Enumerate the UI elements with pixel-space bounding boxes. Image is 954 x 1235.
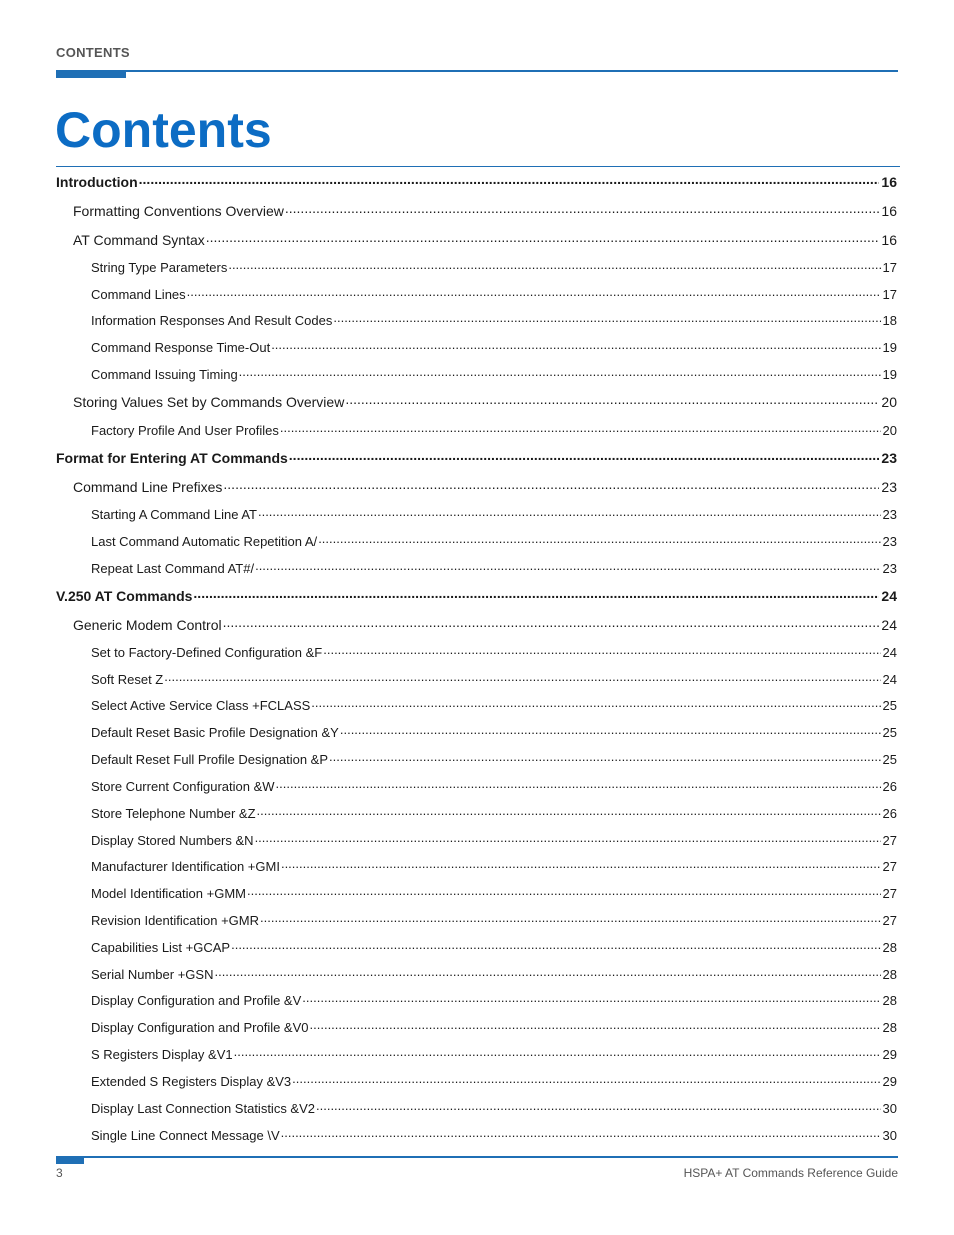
toc-entry[interactable] <box>91 1019 897 1035</box>
dot-leader <box>302 992 880 1005</box>
toc-entry[interactable] <box>91 259 897 275</box>
toc-entry-page-number: 24 <box>881 617 897 633</box>
toc-entry-page-number: 27 <box>882 913 897 928</box>
toc-entry[interactable] <box>73 231 897 248</box>
dot-leader <box>260 912 881 925</box>
toc-entry-label: Default Reset Basic Profile Designation &Y <box>91 725 339 740</box>
toc-entry-label: Store Current Configuration &W <box>91 779 275 794</box>
toc-entry[interactable] <box>91 966 897 982</box>
section-label: CONTENTS <box>56 45 130 60</box>
toc-entry-label: V.250 AT Commands <box>56 588 193 604</box>
toc-entry[interactable] <box>91 339 897 355</box>
toc-entry-page-number: 23 <box>882 507 897 522</box>
title-rule <box>56 166 900 167</box>
toc-entry-page-number: 23 <box>882 561 897 576</box>
toc-entry-label: Storing Values Set by Commands Overview <box>73 394 345 410</box>
toc-entry[interactable] <box>56 587 897 604</box>
toc-entry-page-number: 30 <box>882 1101 897 1116</box>
footer-accent-tab <box>56 1158 84 1164</box>
toc-entry[interactable] <box>91 885 897 901</box>
toc-entry[interactable] <box>91 312 897 328</box>
toc-entry[interactable] <box>56 449 897 466</box>
toc-entry-page-number: 28 <box>882 993 897 1008</box>
toc-entry[interactable] <box>91 1127 897 1143</box>
toc-entry-label: Display Configuration and Profile &V0 <box>91 1020 309 1035</box>
toc-entry-label: Format for Entering AT Commands <box>56 450 288 466</box>
toc-entry-page-number: 19 <box>882 367 897 382</box>
toc-entry[interactable] <box>91 671 897 687</box>
toc-entry-label: Starting A Command Line AT <box>91 507 257 522</box>
toc-entry[interactable] <box>91 992 897 1008</box>
footer-document-title: HSPA+ AT Commands Reference Guide <box>683 1166 898 1180</box>
toc-entry-page-number: 26 <box>882 806 897 821</box>
toc-entry[interactable] <box>91 1046 897 1062</box>
toc-entry-page-number: 20 <box>881 394 897 410</box>
footer-rule <box>56 1156 898 1158</box>
toc-entry-page-number: 19 <box>882 340 897 355</box>
toc-entry-label: String Type Parameters <box>91 260 228 275</box>
dot-leader <box>139 173 880 187</box>
page-title: Contents <box>55 102 272 158</box>
toc-entry[interactable] <box>91 366 897 382</box>
toc-entry-page-number: 23 <box>881 479 897 495</box>
toc-entry-label: Model Identification +GMM <box>91 886 246 901</box>
dot-leader <box>228 259 880 272</box>
dot-leader <box>345 393 879 407</box>
toc-entry-page-number: 25 <box>882 752 897 767</box>
toc-entry-label: Formatting Conventions Overview <box>73 203 284 219</box>
toc-entry-label: Command Line Prefixes <box>73 479 223 495</box>
toc-entry[interactable] <box>91 724 897 740</box>
toc-entry[interactable] <box>73 202 897 219</box>
toc-entry-page-number: 17 <box>882 260 897 275</box>
toc-entry-page-number: 24 <box>882 672 897 687</box>
dot-leader <box>255 560 880 573</box>
toc-entry-label: Capabilities List +GCAP <box>91 940 231 955</box>
toc-entry-page-number: 20 <box>882 423 897 438</box>
toc-entry-label: Display Stored Numbers &N <box>91 833 254 848</box>
toc-entry-page-number: 16 <box>881 203 897 219</box>
toc-entry-label: Repeat Last Command AT#/ <box>91 561 255 576</box>
toc-entry[interactable] <box>91 778 897 794</box>
toc-entry[interactable] <box>73 393 897 410</box>
toc-entry-page-number: 30 <box>882 1128 897 1143</box>
toc-entry-label: Display Configuration and Profile &V <box>91 993 302 1008</box>
toc-entry-label: Select Active Service Class +FCLASS <box>91 698 311 713</box>
footer-page-number: 3 <box>56 1166 63 1180</box>
header-accent-tab <box>56 72 126 78</box>
toc-entry[interactable] <box>91 751 897 767</box>
toc-entry-page-number: 27 <box>882 859 897 874</box>
toc-entry-label: Command Response Time-Out <box>91 340 271 355</box>
dot-leader <box>234 1046 881 1059</box>
toc-entry-label: Default Reset Full Profile Designation &P <box>91 752 329 767</box>
toc-entry[interactable] <box>73 478 897 495</box>
toc-entry-page-number: 28 <box>882 940 897 955</box>
dot-leader <box>329 751 881 764</box>
dot-leader <box>193 587 879 601</box>
toc-entry-label: Manufacturer Identification +GMI <box>91 859 280 874</box>
toc-entry-label: Display Last Connection Statistics &V2 <box>91 1101 315 1116</box>
dot-leader <box>323 644 880 657</box>
dot-leader <box>258 506 881 519</box>
toc-entry-page-number: 17 <box>882 287 897 302</box>
toc-entry-page-number: 23 <box>881 450 897 466</box>
toc-entry-label: Last Command Automatic Repetition A/ <box>91 534 318 549</box>
dot-leader <box>281 1127 881 1140</box>
toc-entry-page-number: 24 <box>882 645 897 660</box>
toc-entry[interactable] <box>91 1100 897 1116</box>
toc-entry-page-number: 24 <box>881 588 897 604</box>
toc-entry[interactable] <box>91 939 897 955</box>
toc-entry[interactable] <box>91 1073 897 1089</box>
toc-entry[interactable] <box>56 173 897 190</box>
toc-entry-label: Single Line Connect Message \V <box>91 1128 280 1143</box>
dot-leader <box>285 202 880 216</box>
toc-entry-label: Serial Number +GSN <box>91 967 214 982</box>
toc-entry-page-number: 27 <box>882 886 897 901</box>
dot-leader <box>239 366 881 379</box>
toc-entry-label: Factory Profile And User Profiles <box>91 423 279 438</box>
toc-entry-label: Soft Reset Z <box>91 672 164 687</box>
toc-entry[interactable] <box>91 912 897 928</box>
toc-entry-page-number: 28 <box>882 967 897 982</box>
toc-entry-page-number: 25 <box>882 725 897 740</box>
toc-entry[interactable] <box>91 560 897 576</box>
dot-leader <box>271 339 880 352</box>
dot-leader <box>292 1073 880 1086</box>
dot-leader <box>255 832 881 845</box>
dot-leader <box>281 858 881 871</box>
toc-entry-label: Introduction <box>56 174 138 190</box>
dot-leader <box>280 422 881 435</box>
toc-entry[interactable] <box>91 805 897 821</box>
toc-entry-page-number: 27 <box>882 833 897 848</box>
toc-entry-page-number: 16 <box>881 174 897 190</box>
dot-leader <box>318 533 880 546</box>
toc-entry[interactable] <box>91 506 897 522</box>
dot-leader <box>223 478 879 492</box>
toc-entry-label: Information Responses And Result Codes <box>91 313 333 328</box>
toc-entry-label: Revision Identification +GMR <box>91 913 259 928</box>
toc-entry-label: Extended S Registers Display &V3 <box>91 1074 292 1089</box>
dot-leader <box>164 671 880 684</box>
toc-entry[interactable] <box>91 832 897 848</box>
toc-entry-label: Command Issuing Timing <box>91 367 238 382</box>
dot-leader <box>311 697 880 710</box>
dot-leader <box>310 1019 881 1032</box>
dot-leader <box>257 805 881 818</box>
toc-entry[interactable] <box>91 644 897 660</box>
toc-entry[interactable] <box>91 533 897 549</box>
toc-entry-label: Store Telephone Number &Z <box>91 806 256 821</box>
dot-leader <box>247 885 881 898</box>
dot-leader <box>276 778 881 791</box>
dot-leader <box>187 286 881 299</box>
dot-leader <box>289 449 880 463</box>
dot-leader <box>231 939 880 952</box>
toc-entry-label: Command Lines <box>91 287 186 302</box>
header-rule <box>56 70 898 72</box>
dot-leader <box>223 616 880 630</box>
dot-leader <box>316 1100 881 1113</box>
toc-entry-page-number: 29 <box>882 1047 897 1062</box>
toc-entry-label: AT Command Syntax <box>73 232 205 248</box>
toc-entry-label: S Registers Display &V1 <box>91 1047 233 1062</box>
dot-leader <box>206 231 880 245</box>
toc-entry-page-number: 28 <box>882 1020 897 1035</box>
toc-entry[interactable] <box>91 697 897 713</box>
toc-entry[interactable] <box>73 616 897 633</box>
dot-leader <box>214 966 880 979</box>
toc-entry-page-number: 26 <box>882 779 897 794</box>
toc-entry-page-number: 25 <box>882 698 897 713</box>
toc-entry[interactable] <box>91 858 897 874</box>
toc-entry-page-number: 29 <box>882 1074 897 1089</box>
toc-entry-label: Generic Modem Control <box>73 617 222 633</box>
toc-entry-page-number: 18 <box>882 313 897 328</box>
dot-leader <box>333 312 880 325</box>
toc-entry-page-number: 16 <box>881 232 897 248</box>
toc-entry[interactable] <box>91 286 897 302</box>
dot-leader <box>340 724 881 737</box>
toc-entry-label: Set to Factory-Defined Configuration &F <box>91 645 323 660</box>
toc-entry[interactable] <box>91 422 897 438</box>
toc-entry-page-number: 23 <box>882 534 897 549</box>
